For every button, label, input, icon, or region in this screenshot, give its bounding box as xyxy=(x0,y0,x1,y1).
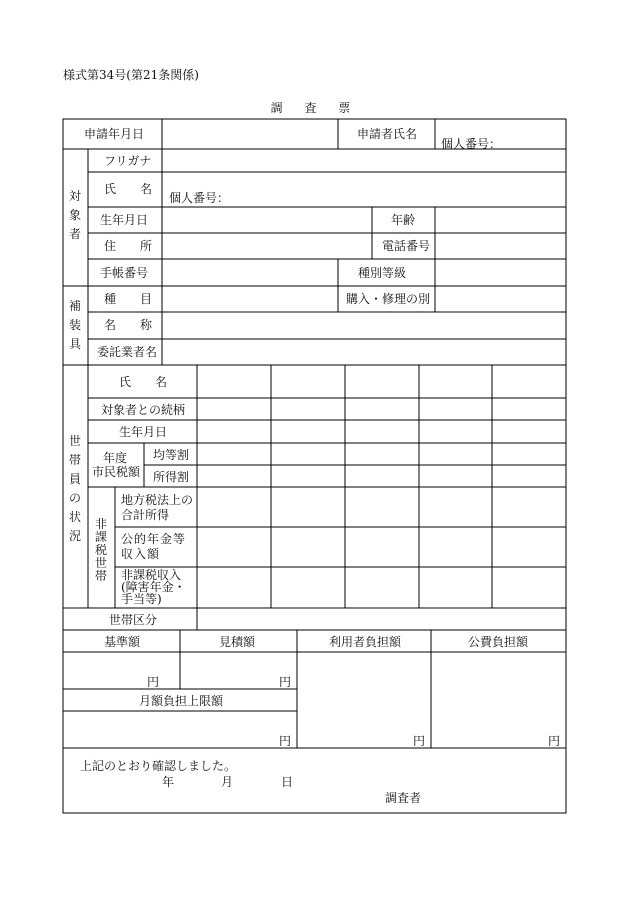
form-title: 調 査 票 xyxy=(270,101,360,115)
estimate-amount-label: 見積額 xyxy=(219,635,256,649)
applicant-individual-number-label: 個人番号： xyxy=(441,137,502,151)
device-group-label: 補装具 xyxy=(68,299,81,351)
monthly-cap-label: 月額負担上限額 xyxy=(139,694,224,708)
income-levy-label: 所得割 xyxy=(153,470,190,484)
subject-individual-number-label: 個人番号： xyxy=(169,191,230,205)
confirmation-statement: 上記のとおり確認しました。 xyxy=(80,759,237,773)
disability-category-label: 種別等級 xyxy=(358,266,407,280)
device-type-label: 種 目 xyxy=(104,292,153,306)
household-group-label: 世帯員の状況 xyxy=(68,434,81,543)
non-taxable-household-label: 非課税世帯 xyxy=(94,517,107,583)
municipal-tax-label: 市民税額 xyxy=(92,465,141,479)
application-date-label: 申請年月日 xyxy=(84,127,145,141)
subject-name-label: 氏 名 xyxy=(104,182,153,196)
household-birthdate-label: 生年月日 xyxy=(119,425,168,439)
form-number: 様式第34号(第21条関係) xyxy=(63,68,199,82)
applicant-name-label: 申請者氏名 xyxy=(357,127,418,141)
date-month-label: 月 xyxy=(221,775,234,789)
public-pension-income-label: 公的年金等収入額 xyxy=(121,532,187,561)
subject-group-label: 対象者 xyxy=(68,189,81,241)
relation-label: 対象者との続柄 xyxy=(101,403,186,417)
equal-levy-label: 均等割 xyxy=(153,448,190,462)
contractor-label: 委託業者名 xyxy=(97,345,158,359)
phone-label: 電話番号 xyxy=(382,239,431,253)
user-burden-label: 利用者負担額 xyxy=(329,635,402,649)
yen-unit: 円 xyxy=(413,734,426,748)
subject-birthdate-label: 生年月日 xyxy=(100,213,149,227)
address-label: 住 所 xyxy=(104,239,153,253)
tax-year-label: 年度 xyxy=(103,451,128,465)
public-burden-label: 公費負担額 xyxy=(468,635,529,649)
device-name-label: 名 称 xyxy=(104,318,153,332)
furigana-label: フリガナ xyxy=(104,154,152,168)
yen-unit: 円 xyxy=(147,675,160,689)
age-label: 年齢 xyxy=(391,213,416,227)
household-category-label: 世帯区分 xyxy=(109,613,158,627)
handbook-number-label: 手帳番号 xyxy=(100,266,149,280)
purchase-repair-label: 購入・修理の別 xyxy=(346,292,431,306)
household-name-label: 氏 名 xyxy=(119,375,168,389)
date-day-label: 日 xyxy=(281,775,294,789)
investigator-label: 調査者 xyxy=(385,791,422,805)
local-tax-total-income-label: 地方税法上の合計所得 xyxy=(121,493,194,522)
yen-unit: 円 xyxy=(279,734,292,748)
non-taxable-income-label: 非課税収入(障害年金・手当等) xyxy=(121,568,186,606)
base-amount-label: 基準額 xyxy=(104,635,141,649)
date-year-label: 年 xyxy=(162,775,175,789)
yen-unit: 円 xyxy=(279,675,292,689)
yen-unit: 円 xyxy=(548,734,561,748)
